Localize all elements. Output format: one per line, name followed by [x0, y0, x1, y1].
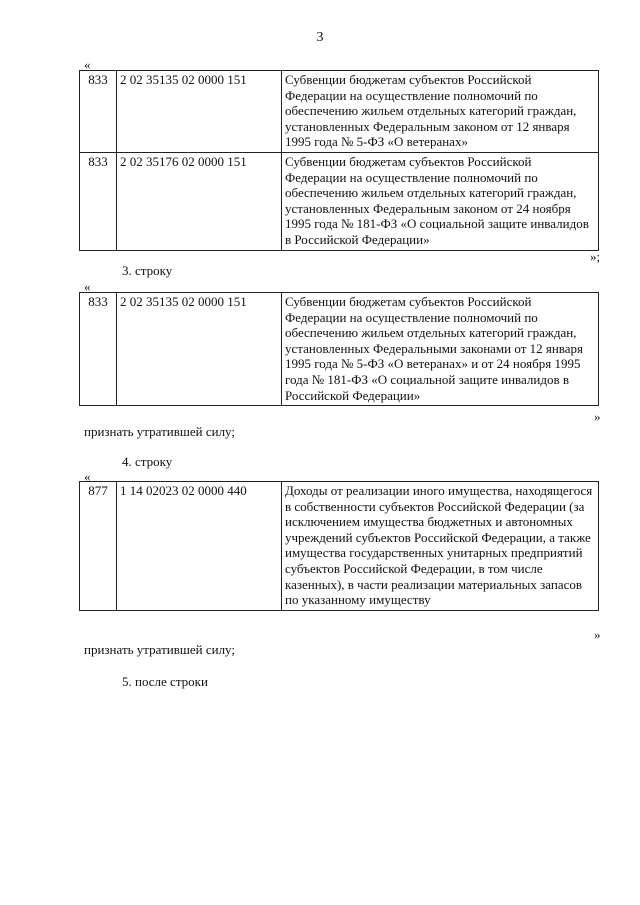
- page-number: 3: [316, 30, 324, 45]
- admin-code-cell: 833: [80, 71, 117, 153]
- closing-quote: »;: [590, 249, 601, 264]
- table-row: [80, 71, 599, 153]
- budget-code-table-3: [79, 481, 599, 611]
- opening-quote: «: [84, 279, 91, 294]
- repeal-statement: признать утратившей силу;: [84, 424, 235, 439]
- kbk-code-cell: 2 02 35176 02 0000 151: [117, 152, 282, 250]
- opening-quote: «: [84, 57, 91, 72]
- opening-quote: «: [84, 469, 91, 484]
- item-3-heading: 3. строку: [122, 263, 173, 278]
- repeal-statement: признать утратившей силу;: [84, 642, 235, 657]
- kbk-code-cell: 2 02 35135 02 0000 151: [117, 293, 282, 406]
- closing-quote: »: [594, 409, 601, 424]
- kbk-code-cell: 2 02 35135 02 0000 151: [117, 71, 282, 153]
- kbk-code-cell: 1 14 02023 02 0000 440: [117, 482, 282, 611]
- admin-code-cell: 877: [80, 482, 117, 611]
- closing-quote: »: [594, 627, 601, 642]
- admin-code-cell: 833: [80, 152, 117, 250]
- description-cell: Субвенции бюджетам субъектов Российской Федерации на осуществление полномочий по обеспечению жильем отдельных категорий граждан, установленных Федеральным законом от 24 ноября 1995 года № 181-ФЗ «О социальной защите инвалидов в Российской Федерации»: [282, 152, 599, 250]
- table-row: [80, 293, 599, 406]
- item-5-heading: 5. после строки: [122, 674, 208, 689]
- description-cell: Субвенции бюджетам субъектов Российской Федерации на осуществление полномочий по обеспечению жильем отдельных категорий граждан, установленных Федеральным законом от 12 января 1995 года № 5-ФЗ «О ветеранах»: [282, 71, 599, 153]
- budget-code-table-1: [79, 70, 599, 251]
- admin-code-cell: 833: [80, 293, 117, 406]
- item-4-heading: 4. строку: [122, 454, 173, 469]
- table-row: [80, 482, 599, 611]
- table-row: [80, 152, 599, 250]
- description-cell: Доходы от реализации иного имущества, находящегося в собственности субъектов Российской Федерации (за исключением имущества бюджетных и автономных учреждений субъектов Российской Федерации, а также имущества государственных унитарных предприятий субъектов Российской Федерации, в том числе казенных), в части реализации материальных запасов по указанному имуществу: [282, 482, 599, 611]
- budget-code-table-2: [79, 292, 599, 406]
- description-cell: Субвенции бюджетам субъектов Российской Федерации на осуществление полномочий по обеспечению жильем отдельных категорий граждан, установленных Федеральными законами от 12 января 1995 года № 5-ФЗ «О ветеранах» и от 24 ноября 1995 года № 181-ФЗ «О социальной защите инвалидов в Российской Федерации»: [282, 293, 599, 406]
